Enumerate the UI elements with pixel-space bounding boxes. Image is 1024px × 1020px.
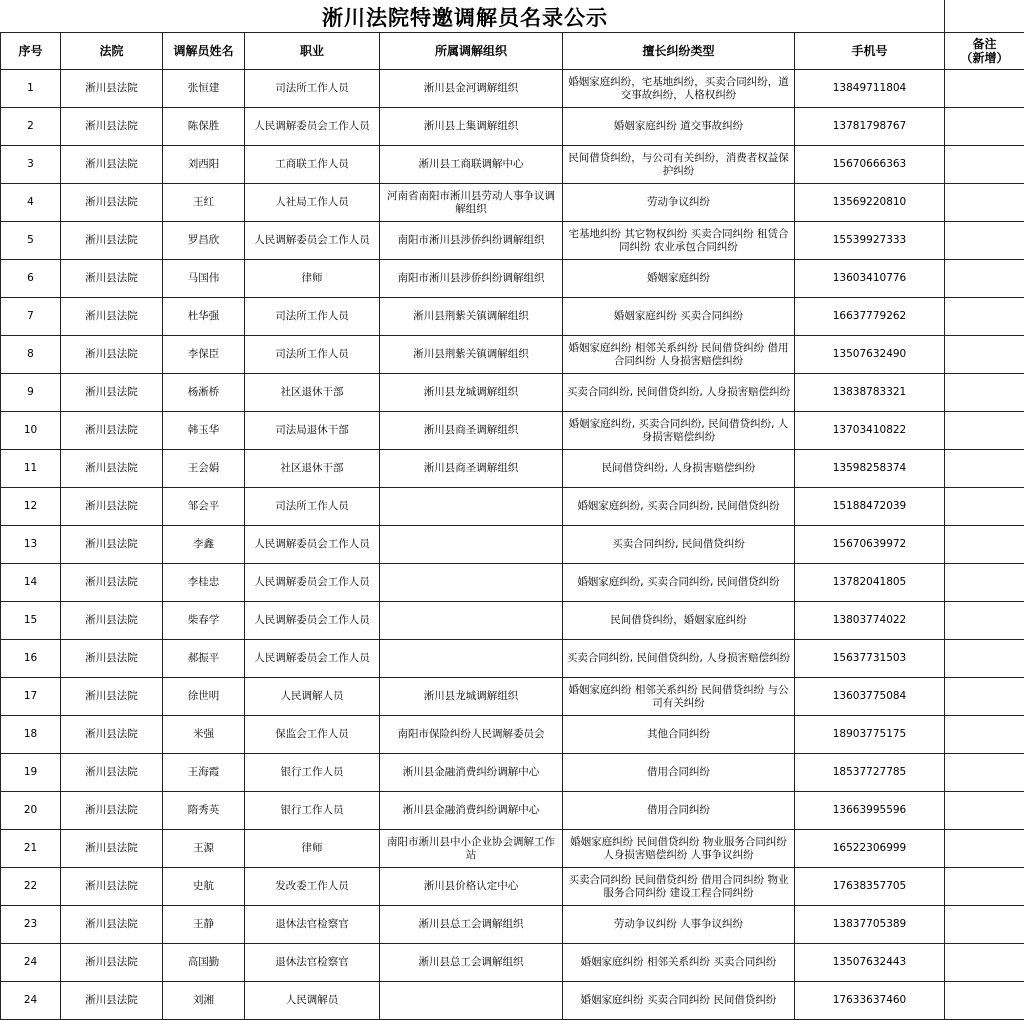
cell-job: 人民调解委员会工作人员: [245, 602, 380, 640]
cell-note: [945, 830, 1024, 868]
cell-name: 柴春学: [163, 602, 245, 640]
cell-name: 王会娟: [163, 450, 245, 488]
cell-note: [945, 754, 1024, 792]
cell-name: 刘西阳: [163, 146, 245, 184]
cell-note: [945, 906, 1024, 944]
cell-types: 其他合同纠纷: [563, 716, 795, 754]
cell-phone: 18537727785: [795, 754, 945, 792]
cell-org: 淅川县总工会调解组织: [380, 944, 563, 982]
cell-types: 婚姻家庭纠纷 道交事故纠纷: [563, 108, 795, 146]
cell-name: 韩玉华: [163, 412, 245, 450]
cell-types: 婚姻家庭纠纷: [563, 260, 795, 298]
cell-types: 婚姻家庭纠纷 民间借贷纠纷 物业服务合同纠纷 人身损害赔偿纠纷 人事争议纠纷: [563, 830, 795, 868]
cell-name: 史航: [163, 868, 245, 906]
cell-job: 司法所工作人员: [245, 298, 380, 336]
cell-note: [945, 146, 1024, 184]
cell-court: 淅川县法院: [61, 70, 163, 108]
cell-phone: 16522306999: [795, 830, 945, 868]
cell-phone: 13598258374: [795, 450, 945, 488]
cell-no: 24: [1, 982, 61, 1020]
cell-org: 淅川县龙城调解组织: [380, 678, 563, 716]
cell-note: [945, 678, 1024, 716]
cell-org: 南阳市淅川县涉侨纠纷调解组织: [380, 260, 563, 298]
table-row: [1, 830, 1024, 868]
cell-court: 淅川县法院: [61, 184, 163, 222]
cell-org: 南阳市淅川县中小企业协会调解工作站: [380, 830, 563, 868]
cell-note: [945, 450, 1024, 488]
cell-court: 淅川县法院: [61, 640, 163, 678]
cell-court: 淅川县法院: [61, 564, 163, 602]
cell-types: 借用合同纠纷: [563, 792, 795, 830]
header-types: 擅长纠纷类型: [563, 33, 795, 70]
cell-note: [945, 260, 1024, 298]
cell-phone: 13781798767: [795, 108, 945, 146]
cell-note: [945, 792, 1024, 830]
cell-court: 淅川县法院: [61, 146, 163, 184]
cell-phone: 15539927333: [795, 222, 945, 260]
cell-phone: 15670639972: [795, 526, 945, 564]
cell-note: [945, 640, 1024, 678]
cell-job: 司法局退休干部: [245, 412, 380, 450]
cell-org: 淅川县上集调解组织: [380, 108, 563, 146]
table-row: [1, 108, 1024, 146]
cell-types: 劳动争议纠纷: [563, 184, 795, 222]
cell-no: 12: [1, 488, 61, 526]
cell-court: 淅川县法院: [61, 602, 163, 640]
cell-job: 人民调解委员会工作人员: [245, 108, 380, 146]
cell-org: 淅川县总工会调解组织: [380, 906, 563, 944]
cell-court: 淅川县法院: [61, 982, 163, 1020]
cell-types: 民间借贷纠纷, 人身损害赔偿纠纷: [563, 450, 795, 488]
cell-phone: 13703410822: [795, 412, 945, 450]
table-row: [1, 298, 1024, 336]
cell-org: 南阳市淅川县涉侨纠纷调解组织: [380, 222, 563, 260]
cell-court: 淅川县法院: [61, 526, 163, 564]
cell-name: 罗昌欣: [163, 222, 245, 260]
cell-name: 隋秀英: [163, 792, 245, 830]
cell-no: 21: [1, 830, 61, 868]
cell-org: 南阳市保险纠纷人民调解委员会: [380, 716, 563, 754]
cell-no: 3: [1, 146, 61, 184]
cell-court: 淅川县法院: [61, 906, 163, 944]
cell-phone: 13803774022: [795, 602, 945, 640]
cell-note: [945, 412, 1024, 450]
cell-job: 人民调解委员会工作人员: [245, 526, 380, 564]
cell-phone: 13603410776: [795, 260, 945, 298]
cell-no: 1: [1, 70, 61, 108]
cell-org: 淅川县商圣调解组织: [380, 412, 563, 450]
table-row: [1, 678, 1024, 716]
cell-no: 24: [1, 944, 61, 982]
cell-types: 婚姻家庭纠纷 相邻关系纠纷 买卖合同纠纷: [563, 944, 795, 982]
cell-org: 淅川县金融消费纠纷调解中心: [380, 792, 563, 830]
cell-note: [945, 108, 1024, 146]
cell-no: 18: [1, 716, 61, 754]
table-row: [1, 260, 1024, 298]
cell-no: 22: [1, 868, 61, 906]
table-row: [1, 906, 1024, 944]
cell-job: 人民调解委员会工作人员: [245, 222, 380, 260]
cell-name: 杨淅桥: [163, 374, 245, 412]
cell-job: 律师: [245, 830, 380, 868]
cell-phone: 13838783321: [795, 374, 945, 412]
cell-name: 马国伟: [163, 260, 245, 298]
table-row: [1, 222, 1024, 260]
table-row: [1, 792, 1024, 830]
cell-phone: 13569220810: [795, 184, 945, 222]
cell-types: 婚姻家庭纠纷，宅基地纠纷，买卖合同纠纷，道交事故纠纷，人格权纠纷: [563, 70, 795, 108]
cell-note: [945, 868, 1024, 906]
table-row: [1, 982, 1024, 1020]
cell-court: 淅川县法院: [61, 792, 163, 830]
cell-types: 婚姻家庭纠纷 买卖合同纠纷: [563, 298, 795, 336]
cell-name: 王源: [163, 830, 245, 868]
cell-org: 淅川县金河调解组织: [380, 70, 563, 108]
cell-note: [945, 70, 1024, 108]
cell-phone: 18903775175: [795, 716, 945, 754]
cell-org: 淅川县商圣调解组织: [380, 450, 563, 488]
cell-types: 婚姻家庭纠纷, 买卖合同纠纷, 民间借贷纠纷: [563, 488, 795, 526]
cell-no: 2: [1, 108, 61, 146]
cell-job: 社区退休干部: [245, 450, 380, 488]
cell-phone: 13849711804: [795, 70, 945, 108]
cell-court: 淅川县法院: [61, 450, 163, 488]
header-org: 所属调解组织: [380, 33, 563, 70]
header-no: 序号: [1, 33, 61, 70]
cell-org: 淅川县金融消费纠纷调解中心: [380, 754, 563, 792]
cell-note: [945, 222, 1024, 260]
table-body: [1, 70, 1024, 1020]
cell-org: [380, 564, 563, 602]
cell-org: 淅川县工商联调解中心: [380, 146, 563, 184]
cell-job: 人民调解委员会工作人员: [245, 564, 380, 602]
cell-phone: 15188472039: [795, 488, 945, 526]
cell-name: 李保臣: [163, 336, 245, 374]
cell-court: 淅川县法院: [61, 222, 163, 260]
cell-no: 4: [1, 184, 61, 222]
cell-phone: 15637731503: [795, 640, 945, 678]
cell-no: 14: [1, 564, 61, 602]
cell-job: 人民调解委员会工作人员: [245, 640, 380, 678]
title-right-cell: [944, 0, 1024, 32]
table-row: [1, 412, 1024, 450]
cell-types: 婚姻家庭纠纷, 买卖合同纠纷, 民间借贷纠纷, 人身损害赔偿纠纷: [563, 412, 795, 450]
cell-job: 发改委工作人员: [245, 868, 380, 906]
cell-job: 银行工作人员: [245, 754, 380, 792]
cell-job: 司法所工作人员: [245, 336, 380, 374]
cell-no: 5: [1, 222, 61, 260]
cell-job: 司法所工作人员: [245, 488, 380, 526]
cell-job: 保监会工作人员: [245, 716, 380, 754]
cell-note: [945, 374, 1024, 412]
table-row: [1, 754, 1024, 792]
cell-note: [945, 982, 1024, 1020]
table-row: [1, 602, 1024, 640]
cell-job: 银行工作人员: [245, 792, 380, 830]
cell-job: 退休法官检察官: [245, 944, 380, 982]
cell-name: 邹会平: [163, 488, 245, 526]
header-court: 法院: [61, 33, 163, 70]
table-row: [1, 526, 1024, 564]
cell-court: 淅川县法院: [61, 830, 163, 868]
cell-types: 婚姻家庭纠纷 买卖合同纠纷 民间借贷纠纷: [563, 982, 795, 1020]
cell-org: [380, 640, 563, 678]
cell-job: 人民调解员: [245, 982, 380, 1020]
cell-types: 民间借贷纠纷，与公司有关纠纷，消费者权益保护纠纷: [563, 146, 795, 184]
cell-note: [945, 336, 1024, 374]
cell-types: 买卖合同纠纷 民间借贷纠纷 借用合同纠纷 物业服务合同纠纷 建设工程合同纠纷: [563, 868, 795, 906]
cell-name: 张恒建: [163, 70, 245, 108]
cell-court: 淅川县法院: [61, 488, 163, 526]
table-row: [1, 374, 1024, 412]
cell-court: 淅川县法院: [61, 374, 163, 412]
cell-org: 淅川县荆紫关镇调解组织: [380, 298, 563, 336]
cell-phone: 17633637460: [795, 982, 945, 1020]
cell-org: 淅川县价格认定中心: [380, 868, 563, 906]
table-row: [1, 564, 1024, 602]
cell-name: 李鑫: [163, 526, 245, 564]
cell-no: 19: [1, 754, 61, 792]
cell-name: 李桂忠: [163, 564, 245, 602]
cell-no: 11: [1, 450, 61, 488]
cell-name: 刘湘: [163, 982, 245, 1020]
cell-org: 淅川县荆紫关镇调解组织: [380, 336, 563, 374]
table-row: [1, 640, 1024, 678]
cell-no: 16: [1, 640, 61, 678]
cell-types: 买卖合同纠纷, 民间借贷纠纷: [563, 526, 795, 564]
cell-phone: 13663995596: [795, 792, 945, 830]
cell-name: 高国勤: [163, 944, 245, 982]
cell-job: 社区退休干部: [245, 374, 380, 412]
cell-no: 20: [1, 792, 61, 830]
cell-name: 徐世明: [163, 678, 245, 716]
header-name: 调解员姓名: [163, 33, 245, 70]
cell-note: [945, 944, 1024, 982]
cell-no: 17: [1, 678, 61, 716]
cell-court: 淅川县法院: [61, 412, 163, 450]
cell-types: 婚姻家庭纠纷, 买卖合同纠纷, 民间借贷纠纷: [563, 564, 795, 602]
cell-phone: 17638357705: [795, 868, 945, 906]
cell-types: 劳动争议纠纷 人事争议纠纷: [563, 906, 795, 944]
table-row: [1, 184, 1024, 222]
cell-note: [945, 716, 1024, 754]
cell-note: [945, 298, 1024, 336]
header-phone: 手机号: [795, 33, 945, 70]
header-note: [945, 33, 1024, 70]
cell-phone: 13603775084: [795, 678, 945, 716]
cell-no: 8: [1, 336, 61, 374]
cell-org: [380, 602, 563, 640]
cell-name: 杜华强: [163, 298, 245, 336]
cell-name: 郝振平: [163, 640, 245, 678]
cell-name: 王静: [163, 906, 245, 944]
cell-types: 买卖合同纠纷, 民间借贷纠纷, 人身损害赔偿纠纷: [563, 374, 795, 412]
cell-types: 民间借贷纠纷，婚姻家庭纠纷: [563, 602, 795, 640]
title-row: [0, 0, 1024, 32]
cell-org: 淅川县龙城调解组织: [380, 374, 563, 412]
cell-phone: 15670666363: [795, 146, 945, 184]
cell-name: 王海霞: [163, 754, 245, 792]
mediator-table: [0, 32, 1024, 1020]
cell-phone: 13507632443: [795, 944, 945, 982]
cell-types: 婚姻家庭纠纷 相邻关系纠纷 民间借贷纠纷 借用合同纠纷 人身损害赔偿纠纷: [563, 336, 795, 374]
table-row: [1, 488, 1024, 526]
cell-court: 淅川县法院: [61, 944, 163, 982]
cell-no: 10: [1, 412, 61, 450]
page-title: 淅川法院特邀调解员名录公示: [322, 2, 608, 32]
cell-court: 淅川县法院: [61, 754, 163, 792]
header-job: 职业: [245, 33, 380, 70]
table-row: [1, 70, 1024, 108]
cell-note: [945, 488, 1024, 526]
table-row: [1, 716, 1024, 754]
cell-phone: 13837705389: [795, 906, 945, 944]
cell-no: 6: [1, 260, 61, 298]
cell-court: 淅川县法院: [61, 108, 163, 146]
cell-note: [945, 184, 1024, 222]
header-note-line2: （新增）: [960, 51, 1008, 65]
cell-note: [945, 564, 1024, 602]
cell-types: 宅基地纠纷 其它物权纠纷 买卖合同纠纷 租赁合同纠纷 农业承包合同纠纷: [563, 222, 795, 260]
cell-org: [380, 488, 563, 526]
cell-no: 15: [1, 602, 61, 640]
cell-types: 借用合同纠纷: [563, 754, 795, 792]
cell-court: 淅川县法院: [61, 678, 163, 716]
cell-name: 米强: [163, 716, 245, 754]
cell-court: 淅川县法院: [61, 260, 163, 298]
cell-court: 淅川县法院: [61, 298, 163, 336]
table-row: [1, 146, 1024, 184]
cell-court: 淅川县法院: [61, 868, 163, 906]
cell-types: 买卖合同纠纷, 民间借贷纠纷, 人身损害赔偿纠纷: [563, 640, 795, 678]
header-note-line1: 备注: [972, 37, 996, 51]
cell-job: 退休法官检察官: [245, 906, 380, 944]
cell-job: 律师: [245, 260, 380, 298]
cell-phone: 13507632490: [795, 336, 945, 374]
table-row: [1, 450, 1024, 488]
cell-no: 7: [1, 298, 61, 336]
cell-no: 9: [1, 374, 61, 412]
cell-note: [945, 526, 1024, 564]
cell-job: 人民调解人员: [245, 678, 380, 716]
cell-job: 司法所工作人员: [245, 70, 380, 108]
cell-note: [945, 602, 1024, 640]
table-row: [1, 944, 1024, 982]
cell-org: [380, 982, 563, 1020]
cell-job: 工商联工作人员: [245, 146, 380, 184]
cell-phone: 16637779262: [795, 298, 945, 336]
cell-no: 13: [1, 526, 61, 564]
cell-types: 婚姻家庭纠纷 相邻关系纠纷 民间借贷纠纷 与公司有关纠纷: [563, 678, 795, 716]
cell-org: [380, 526, 563, 564]
cell-court: 淅川县法院: [61, 336, 163, 374]
cell-court: 淅川县法院: [61, 716, 163, 754]
cell-job: 人社局工作人员: [245, 184, 380, 222]
cell-no: 23: [1, 906, 61, 944]
cell-name: 陈保胜: [163, 108, 245, 146]
table-row: [1, 336, 1024, 374]
header-row: [1, 33, 1024, 70]
cell-name: 王红: [163, 184, 245, 222]
cell-org: 河南省南阳市淅川县劳动人事争议调解组织: [380, 184, 563, 222]
cell-phone: 13782041805: [795, 564, 945, 602]
table-row: [1, 868, 1024, 906]
